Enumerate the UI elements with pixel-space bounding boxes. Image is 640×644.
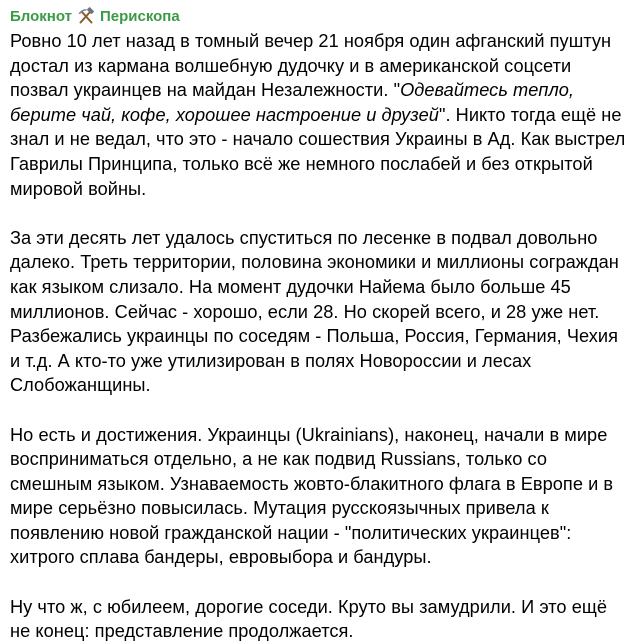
hammer-and-pick-icon	[77, 7, 95, 25]
channel-post	[10, 4, 632, 644]
paragraph-1-quote: Одевайтесь тепло, берите чай, кофе, хорошее настроение и друзей	[10, 80, 575, 125]
channel-name-part2: Перископа	[99, 7, 180, 25]
paragraph-1	[10, 29, 632, 201]
channel-name-link[interactable]	[10, 4, 632, 28]
message-text	[10, 29, 632, 644]
paragraph-3: Но есть и достижения. Украинцы (Ukrainians), наконец, начали в мире восприниматься отдельно, а не как подвид Russians, только со смешным языком. Узнаваемость жовто-блакитного флага в Европе и в мире серьёзно повысилась. Мутация русскоязычных привела к появлению новой гражданской нации - "политических украинцев": хитрого сплава бандеры, евровыбора и бандуры.	[10, 424, 614, 568]
paragraph-2: За эти десять лет удалось спуститься по лесенке в подвал довольно далеко. Треть территории, половина экономики и миллионы сограждан как языком слизало. На момент дудочки Найема было больше 45 миллионов. Сейчас - хорошо, если 28. Но скорей всего, и 28 уже нет. Разбежались украинцы по соседям - Польша, Россия, Германия, Чехия и т.д. А кто-то уже утилизирован в полях Новороссии и лесах Слобожанщины.	[10, 227, 619, 396]
channel-name-part1: Блокнот	[10, 7, 72, 25]
paragraph-1-text-after: ". Никто тогда ещё не знал и не ведал, что это - начало сошествия Украины в Ад. Как выстрел Гаврилы Принципа, только всё же немного послабей и без открытой мировой войны.	[10, 104, 626, 199]
paragraph-1-text-before: Ровно 10 лет назад в томный вечер 21 ноября один афганский пуштун достал из кармана волшебную дудочку и в американской соцсети позвал украинцев на майдан Незалежности. "	[10, 31, 612, 101]
paragraph-4: Ну что ж, с юбилеем, дорогие соседи. Круто вы замудрили. И это ещё не конец: представление продолжается.	[10, 596, 608, 642]
